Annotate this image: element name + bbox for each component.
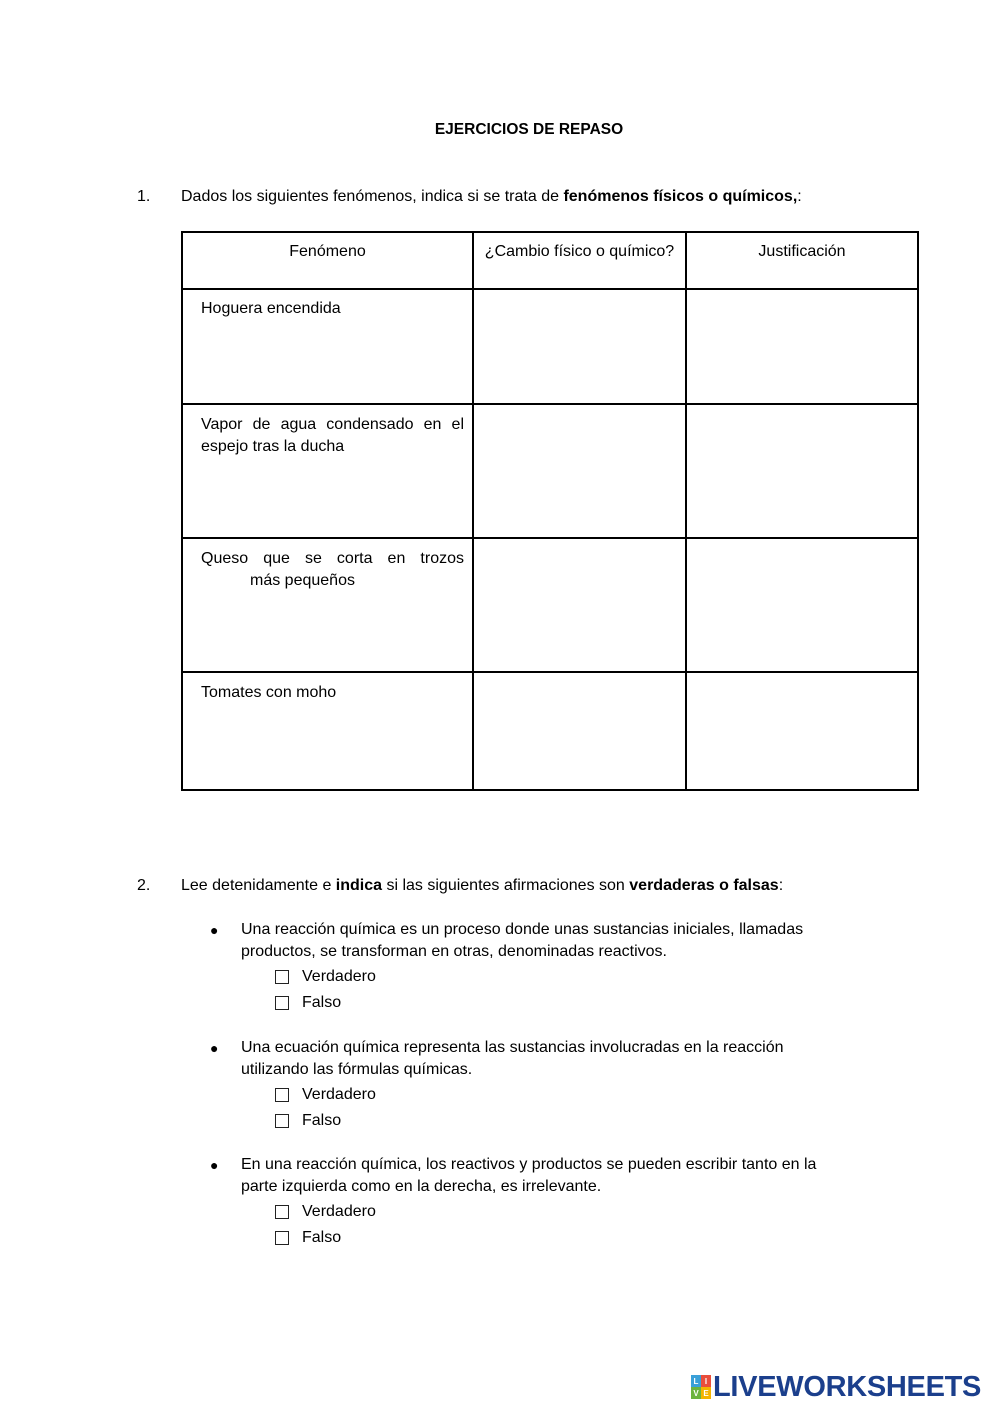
question-1-text <box>181 188 802 206</box>
change-answer-cell[interactable] <box>473 289 686 404</box>
question-2-text-b: indica <box>335 877 383 894</box>
phenomenon-cell <box>182 538 473 672</box>
table-header-row <box>182 232 918 289</box>
justification-answer-cell[interactable] <box>686 538 918 672</box>
phenomenon-cell: Vapor de agua condensado en el espejo tras la ducha <box>182 404 473 538</box>
statement-line-1: Una reacción química es un proceso donde unas sustancias iniciales, llamadas <box>241 921 804 938</box>
justification-answer-cell[interactable] <box>686 672 918 790</box>
header-fenomeno: Fenómeno <box>182 232 473 289</box>
statement-line-2: parte izquierda como en la derecha, es irrelevante. <box>241 1178 602 1195</box>
statement-line-2: productos, se transforman en otras, denominadas reactivos. <box>241 943 667 960</box>
question-1-text-pre: Dados los siguientes fenómenos, indica si se trata de <box>181 188 564 205</box>
option-falso[interactable] <box>275 1227 341 1249</box>
logo-letter-v: V <box>691 1387 701 1399</box>
justification-answer-cell[interactable] <box>686 289 918 404</box>
logo-text: LIVEWORKSHEETS <box>713 1370 982 1403</box>
change-answer-cell[interactable] <box>473 404 686 538</box>
logo-letter-e: E <box>701 1387 711 1399</box>
header-cambio: ¿Cambio físico o químico? <box>473 232 686 289</box>
question-2-text-a: Lee detenidamente e <box>181 877 336 894</box>
page-title: EJERCICIOS DE REPASO <box>434 121 624 138</box>
option-label: Falso <box>302 1112 342 1129</box>
checkbox-icon[interactable] <box>275 1205 289 1219</box>
option-falso[interactable] <box>275 1110 341 1132</box>
phenomena-table <box>181 231 919 791</box>
logo-letter-l: L <box>691 1375 701 1387</box>
table-row <box>182 672 918 790</box>
liveworksheets-logo <box>691 1372 981 1402</box>
option-verdadero[interactable] <box>275 1084 376 1106</box>
change-answer-cell[interactable] <box>473 672 686 790</box>
table-row <box>182 289 918 404</box>
question-2-text <box>181 877 783 895</box>
option-label: Falso <box>302 994 342 1011</box>
phenomenon-line-1: Queso que se corta en trozos <box>201 550 464 567</box>
question-2-number: 2. <box>137 877 151 894</box>
bullet-icon: ● <box>210 1040 219 1056</box>
table-row <box>182 404 918 538</box>
checkbox-icon[interactable] <box>275 1114 289 1128</box>
phenomenon-cell: Tomates con moho <box>182 672 473 790</box>
option-label: Verdadero <box>302 1203 376 1220</box>
change-answer-cell[interactable] <box>473 538 686 672</box>
question-2-text-d: verdaderas o falsas <box>629 877 779 894</box>
justification-answer-cell[interactable] <box>686 404 918 538</box>
checkbox-icon[interactable] <box>275 1088 289 1102</box>
option-falso[interactable] <box>275 992 341 1014</box>
option-label: Verdadero <box>302 1086 376 1103</box>
checkbox-icon[interactable] <box>275 970 289 984</box>
checkbox-icon[interactable] <box>275 996 289 1010</box>
header-justificacion: Justificación <box>686 232 918 289</box>
liveworksheets-logo-icon <box>691 1375 711 1399</box>
phenomenon-cell: Hoguera encendida <box>182 289 473 404</box>
question-2-text-c: si las siguientes afirmaciones son <box>382 877 630 894</box>
option-verdadero[interactable] <box>275 966 376 988</box>
phenomenon-line-2: más pequeños <box>250 572 355 589</box>
option-label: Falso <box>302 1229 342 1246</box>
table-row <box>182 538 918 672</box>
question-2-text-e: : <box>778 877 784 894</box>
statement-line-2: utilizando las fórmulas químicas. <box>241 1061 473 1078</box>
checkbox-icon[interactable] <box>275 1231 289 1245</box>
logo-letter-i: I <box>701 1375 711 1387</box>
statement-line-1: Una ecuación química representa las sustancias involucradas en la reacción <box>241 1039 784 1056</box>
bullet-icon: ● <box>210 1157 219 1173</box>
question-1-text-post: : <box>797 188 802 205</box>
question-1-number: 1. <box>137 188 151 205</box>
statement-line-1: En una reacción química, los reactivos y productos se pueden escribir tanto en la <box>241 1156 817 1173</box>
bullet-icon: ● <box>210 922 219 938</box>
question-1-text-bold: fenómenos físicos o químicos, <box>563 188 798 205</box>
option-verdadero[interactable] <box>275 1201 376 1223</box>
option-label: Verdadero <box>302 968 376 985</box>
